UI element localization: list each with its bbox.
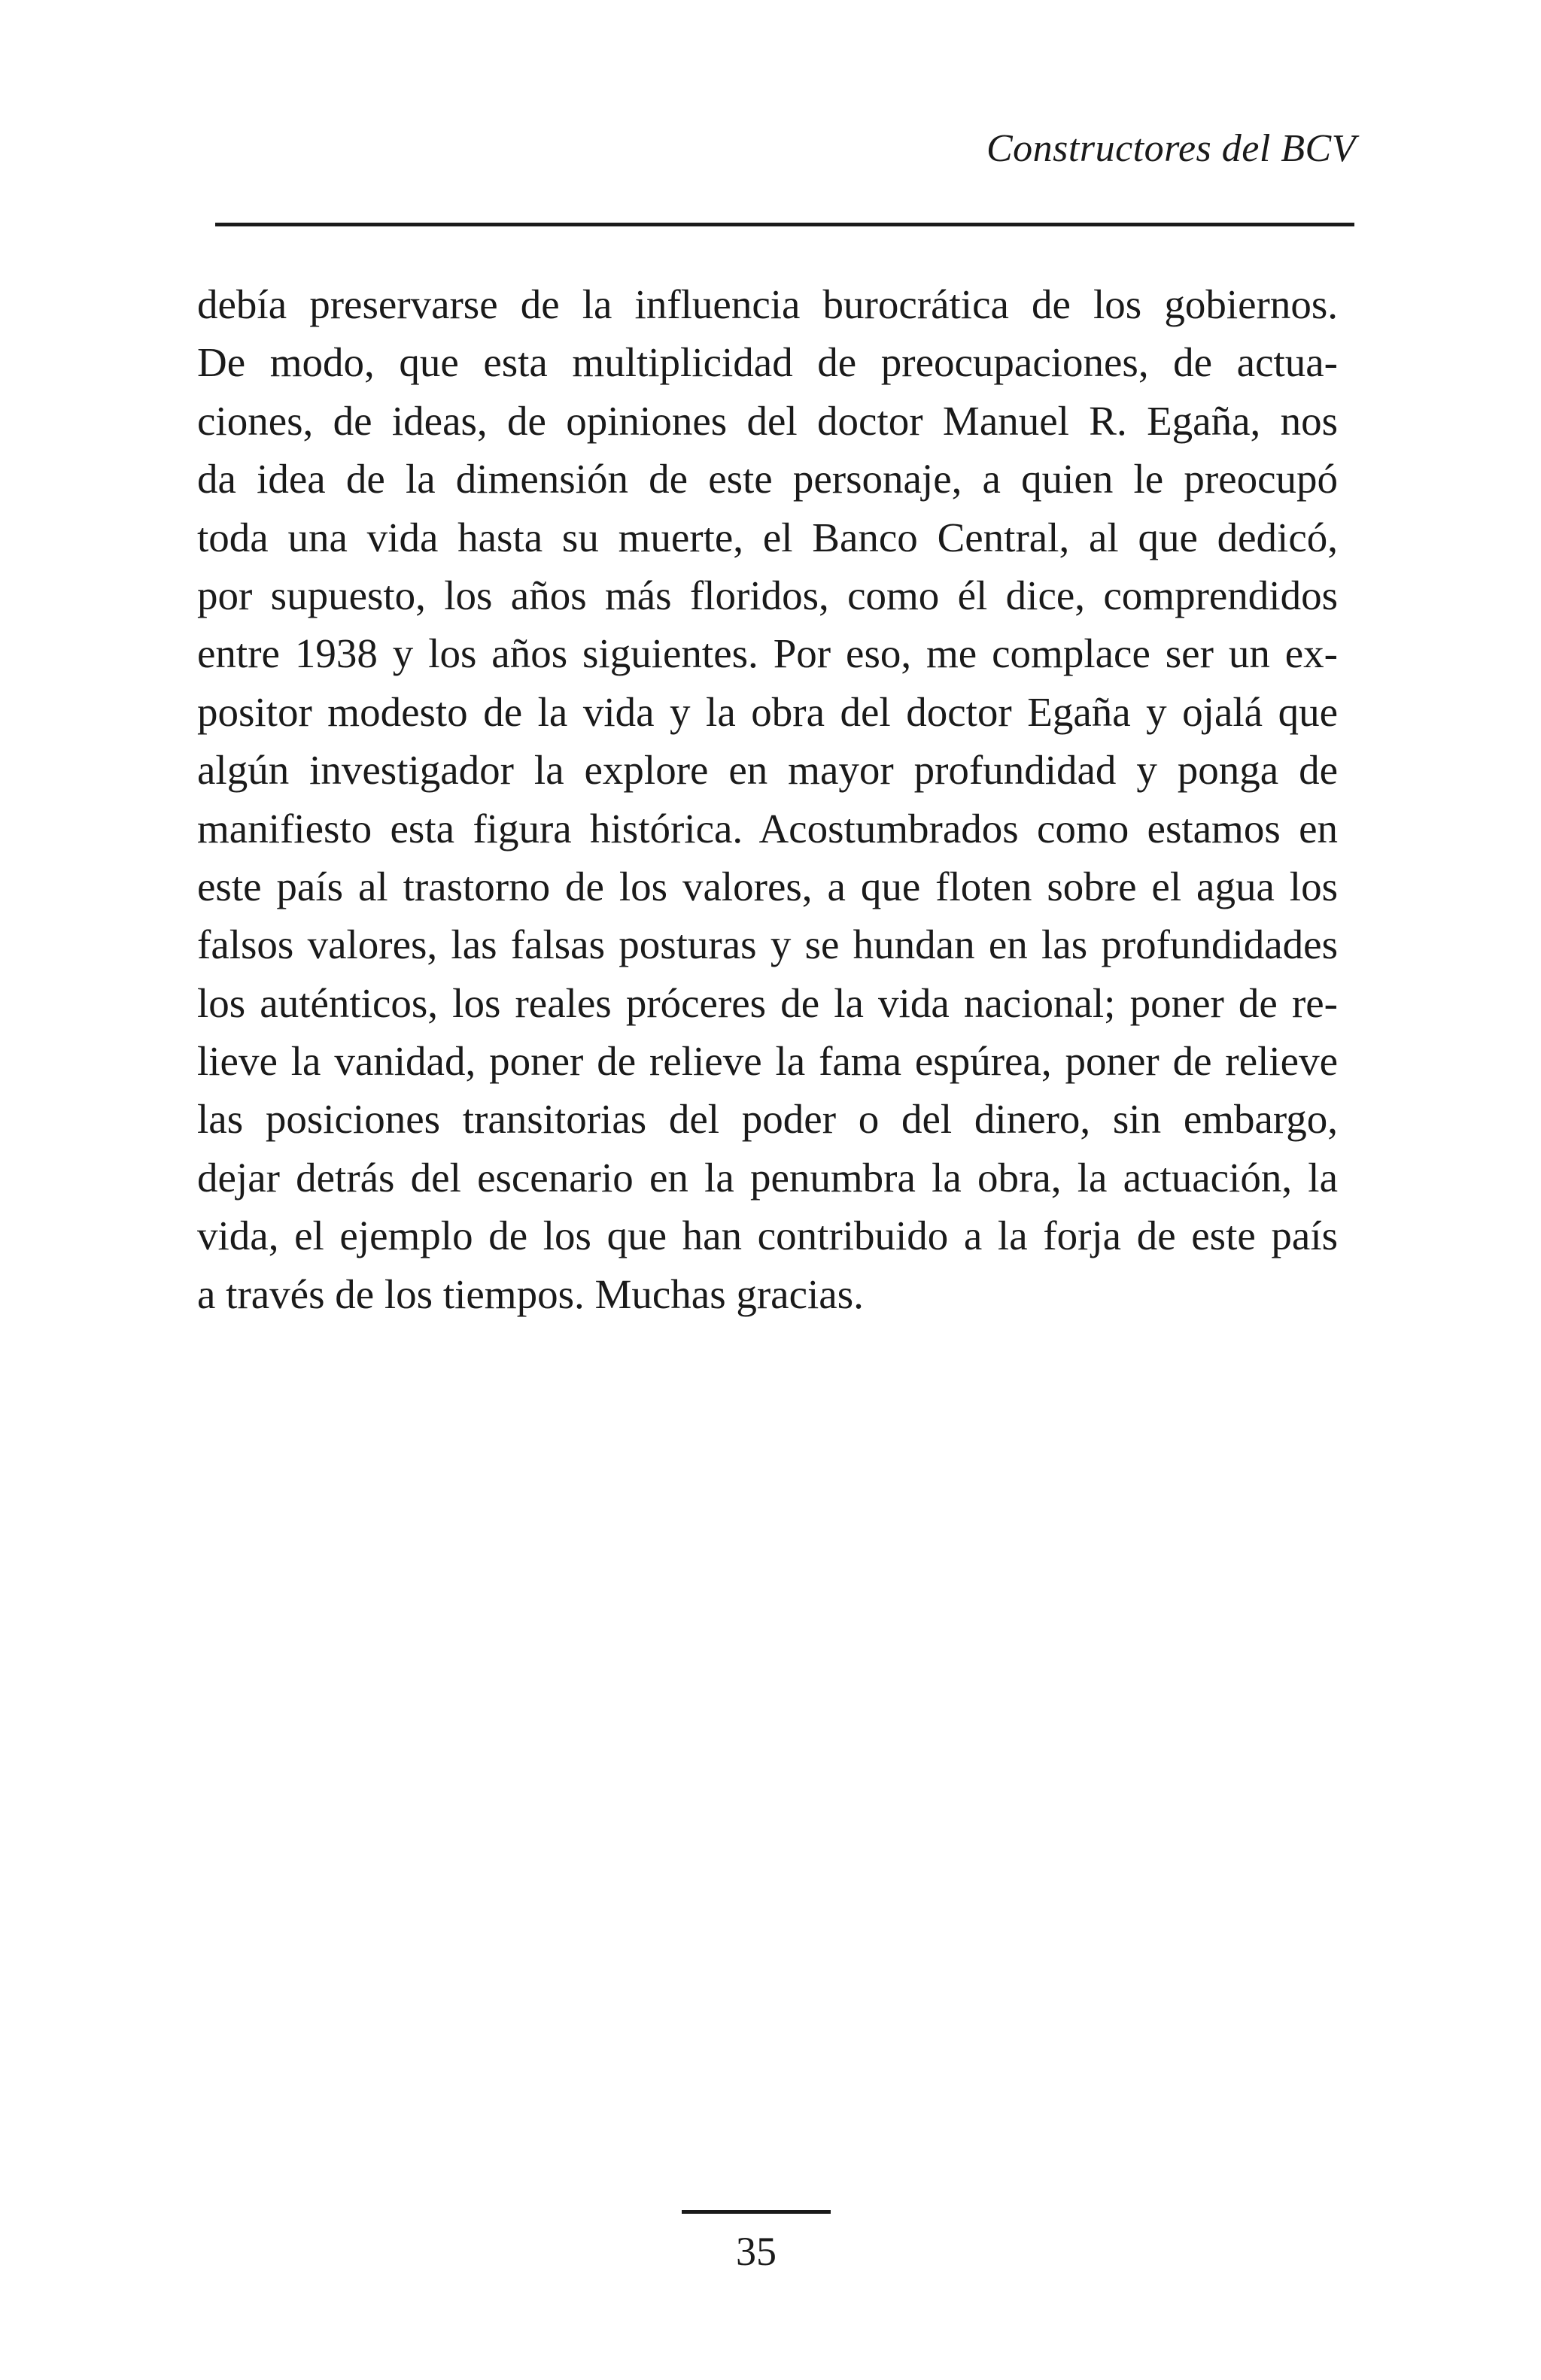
- header-rule: [215, 223, 1354, 226]
- text-line: positor modesto de la vida y la obra del doctor Egaña y ojalá que: [197, 688, 1338, 735]
- page-number: 35: [736, 2229, 777, 2274]
- running-header-title: Constructores del BCV: [986, 127, 1356, 170]
- text-line-last: a través de los tiempos. Muchas gracias.: [197, 1270, 864, 1317]
- body-paragraph: [197, 275, 1338, 1323]
- text-line: ciones, de ideas, de opiniones del doctor Manuel R. Egaña, nos: [197, 397, 1338, 444]
- text-line: algún investigador la explore en mayor profundidad y ponga de: [197, 747, 1338, 794]
- text-line: debía preservarse de la influencia burocrática de los gobiernos.: [197, 281, 1338, 327]
- text-line: las posiciones transitorias del poder o del dinero, sin embargo,: [197, 1096, 1338, 1143]
- text-line: entre 1938 y los años siguientes. Por eso, me complace ser un ex-: [197, 630, 1338, 677]
- text-line: los auténticos, los reales próceres de la vida nacional; poner de re-: [197, 979, 1338, 1026]
- text-line: falsos valores, las falsas posturas y se hundan en las profundidades: [197, 921, 1338, 968]
- text-line: manifiesto esta figura histórica. Acostumbrados como estamos en: [197, 805, 1338, 852]
- text-line: toda una vida hasta su muerte, el Banco Central, al que dedicó,: [197, 514, 1338, 560]
- text-line: De modo, que esta multiplicidad de preocupaciones, de actua-: [197, 339, 1338, 386]
- text-line: vida, el ejemplo de los que han contribuido a la forja de este país: [197, 1213, 1338, 1259]
- footer-rule: [682, 2210, 831, 2214]
- text-line: dejar detrás del escenario en la penumbra la obra, la actuación, la: [197, 1154, 1338, 1201]
- text-line: por supuesto, los años más floridos, como él dice, comprendidos: [197, 572, 1338, 618]
- text-line: este país al trastorno de los valores, a que floten sobre el agua los: [197, 863, 1338, 909]
- text-line: lieve la vanidad, poner de relieve la fama espúrea, poner de relieve: [197, 1038, 1338, 1085]
- text-line: da idea de la dimensión de este personaje, a quien le preocupó: [197, 456, 1338, 502]
